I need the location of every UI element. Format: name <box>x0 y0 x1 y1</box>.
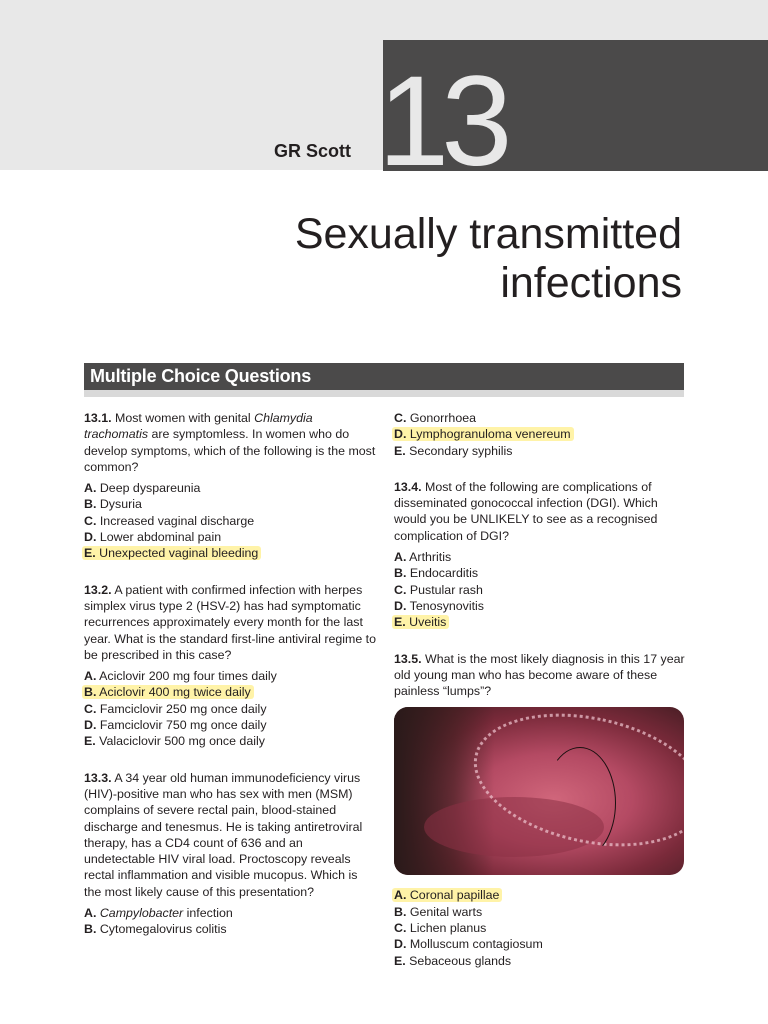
option-text: Endocarditis <box>409 566 479 581</box>
option-letter: B. <box>84 685 97 700</box>
option <box>84 921 376 937</box>
option-text: Increased vaginal discharge <box>99 513 255 528</box>
option-text: Cytomegalovirus colitis <box>99 922 227 937</box>
option <box>394 904 686 920</box>
option-text: Lymphogranuloma venereum <box>409 427 571 442</box>
right-column <box>394 410 686 989</box>
option-letter: D. <box>84 530 97 545</box>
options-13-1 <box>84 480 376 561</box>
option-letter: C. <box>394 921 407 936</box>
option <box>394 565 686 581</box>
section-title: Multiple Choice Questions <box>90 366 312 386</box>
question-number: 13.5. <box>394 651 422 666</box>
option-text: Uveitis <box>409 615 447 630</box>
option <box>394 953 686 969</box>
option-highlighted <box>394 614 686 630</box>
option-text: Deep dyspareunia <box>99 481 201 496</box>
option-letter: E. <box>394 443 406 458</box>
option-text: Gonorrhoea <box>409 411 476 425</box>
option-letter: E. <box>394 615 406 630</box>
option-text-italic: Campylobacter <box>99 906 184 921</box>
answer-highlight <box>82 685 254 699</box>
option <box>394 410 686 426</box>
question-13-5 <box>394 651 686 700</box>
options-13-3-part1 <box>84 905 376 938</box>
option-text: Secondary syphilis <box>409 443 513 458</box>
option-text: Famciclovir 250 mg once daily <box>99 701 267 716</box>
option-text: Aciclovir 200 mg four times daily <box>99 669 277 684</box>
option-letter: A. <box>84 481 97 496</box>
options-13-5 <box>394 887 686 968</box>
chapter-title <box>162 210 682 308</box>
question-stem-italic: Chlamydia trachomatis <box>84 411 313 442</box>
option <box>394 582 686 598</box>
option-text: Genital warts <box>409 904 483 919</box>
option-letter: A. <box>394 888 407 903</box>
option-text: Unexpected vaginal bleeding <box>99 546 259 561</box>
author-name: GR Scott <box>274 141 352 161</box>
answer-highlight <box>82 546 261 560</box>
option-letter: B. <box>84 922 97 937</box>
question-number: 13.4. <box>394 479 422 494</box>
option-text: Lower abdominal pain <box>99 530 222 545</box>
option <box>84 905 376 921</box>
option-text: Aciclovir 400 mg twice daily <box>99 685 251 700</box>
option <box>84 717 376 733</box>
option-letter: B. <box>394 904 407 919</box>
option-letter: A. <box>84 669 97 684</box>
question-stem: What is the most likely diagnosis in this 17 year old young man who has become aware of these painless “lumps”? <box>394 651 685 699</box>
option-letter: E. <box>84 546 96 561</box>
options-13-3-part2 <box>394 410 686 459</box>
section-heading-bar <box>84 363 684 397</box>
option-text: Coronal papillae <box>409 888 500 903</box>
option-letter: A. <box>84 906 97 921</box>
question-13-4 <box>394 479 686 544</box>
chapter-number: 13 <box>378 50 505 193</box>
question-stem: Most of the following are complications of disseminated gonococcal infection (DGI). Which would you be UNLIKELY to see as a recognised complication of DGI? <box>394 479 658 543</box>
option-letter: C. <box>394 411 407 425</box>
option <box>394 549 686 565</box>
options-13-4 <box>394 549 686 630</box>
option <box>394 598 686 614</box>
answer-highlight <box>392 888 502 902</box>
question-stem: Most women with genital <box>111 411 255 425</box>
option <box>84 701 376 717</box>
option <box>394 936 686 952</box>
option-text: Pustular rash <box>409 582 483 597</box>
option <box>84 668 376 684</box>
option-letter: E. <box>84 734 96 749</box>
option-text: infection <box>183 906 233 921</box>
option-text: Valaciclovir 500 mg once daily <box>99 734 265 749</box>
option <box>394 443 686 459</box>
option-highlighted <box>394 426 686 442</box>
option <box>84 513 376 529</box>
left-column <box>84 410 376 938</box>
option <box>84 529 376 545</box>
option-letter: B. <box>84 497 97 512</box>
question-stem: A patient with confirmed infection with herpes simplex virus type 2 (HSV-2) has had symptomatic recurrences approximately every month for the last year. What is the standard first-line antiviral regime to be prescribed in this case? <box>84 582 376 662</box>
answer-highlight <box>392 615 449 629</box>
option-letter: D. <box>394 598 407 613</box>
option-letter: D. <box>84 718 97 733</box>
option-text: Molluscum contagiosum <box>409 937 543 952</box>
question-13-3 <box>84 770 376 900</box>
option-text: Arthritis <box>409 550 452 565</box>
option-text: Dysuria <box>99 497 142 512</box>
option-text: Famciclovir 750 mg once daily <box>99 718 267 733</box>
option-text: Tenosynovitis <box>409 598 485 613</box>
option <box>84 480 376 496</box>
question-stem: are symptomless. In women who do develop symptoms, which of the following is the most common? <box>84 427 376 474</box>
question-stem: A 34 year old human immunodeficiency virus (HIV)-positive man who has sex with men (MSM) complains of severe rectal pain, blood-stained discharge and tenesmus. He is taking antiretroviral therapy, has a CD4 count of 636 and an undetectable HIV viral load. Proctoscopy reveals rectal inflammation and visible mucopus. Which is the most likely cause of this presentation? <box>84 770 363 899</box>
option-letter: C. <box>84 701 97 716</box>
option-highlighted <box>84 684 376 700</box>
option-letter: D. <box>394 427 407 442</box>
option-text: Lichen planus <box>409 921 487 936</box>
option-letter: C. <box>84 513 97 528</box>
option-letter: D. <box>394 937 407 952</box>
option-highlighted <box>394 887 686 903</box>
options-13-2 <box>84 668 376 749</box>
option-letter: C. <box>394 582 407 597</box>
question-13-2 <box>84 582 376 663</box>
option-highlighted <box>84 545 376 561</box>
question-number: 13.3. <box>84 770 112 785</box>
option <box>84 733 376 749</box>
answer-highlight <box>392 427 574 441</box>
chapter-title-line2: infections <box>500 259 682 307</box>
option <box>84 496 376 512</box>
option-letter: B. <box>394 566 407 581</box>
option-letter: E. <box>394 953 406 968</box>
clinical-photo <box>394 707 684 875</box>
option-letter: A. <box>394 550 407 565</box>
option <box>394 920 686 936</box>
question-13-1 <box>84 410 376 475</box>
option-text: Sebaceous glands <box>409 953 512 968</box>
chapter-title-line1: Sexually transmitted <box>294 210 682 258</box>
question-number: 13.1. <box>84 411 112 425</box>
question-number: 13.2. <box>84 582 112 597</box>
